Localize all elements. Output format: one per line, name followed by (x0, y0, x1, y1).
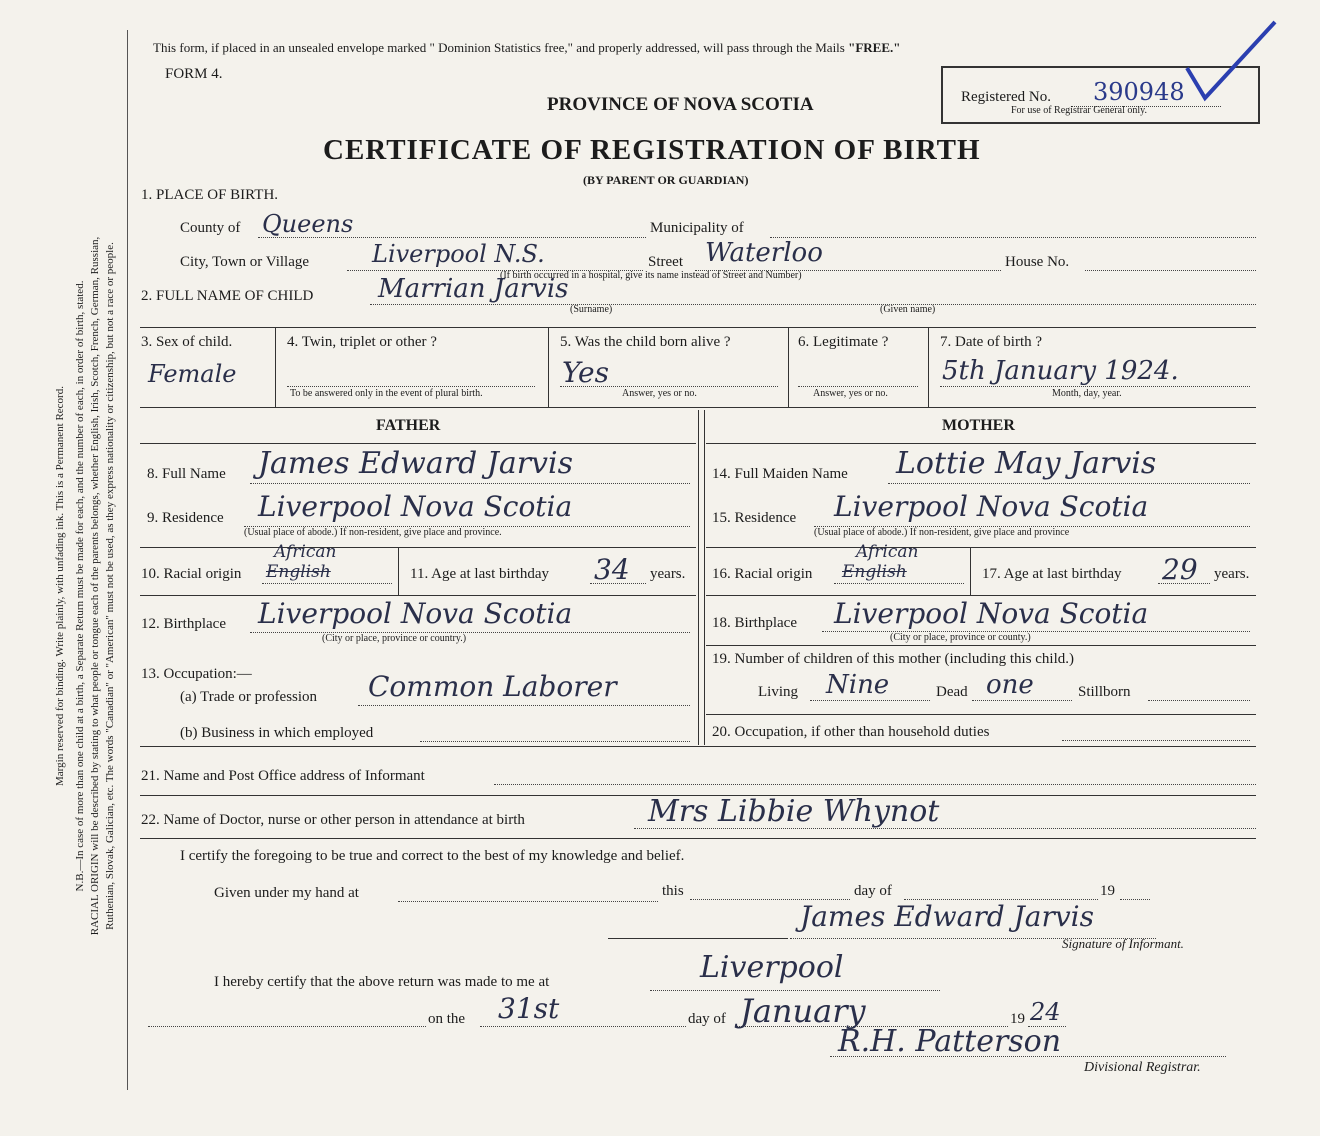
page-title: CERTIFICATE OF REGISTRATION OF BIRTH (323, 134, 981, 166)
mail-notice: This form, if placed in an unsealed envelope marked " Dominion Statistics free," and properly addressed, will pass through the Mails "FREE." (153, 40, 901, 55)
father-residence-note: (Usual place of abode.) If non-resident, give place and province. (244, 527, 502, 538)
sex-label: 3. Sex of child. (141, 334, 233, 350)
legitimate-note: Answer, yes or no. (813, 388, 888, 399)
informant-signature: James Edward Jarvis (800, 900, 1094, 933)
page-subtitle: (BY PARENT OR GUARDIAN) (583, 173, 749, 187)
form-number: FORM 4. (165, 66, 223, 82)
municipality-label: Municipality of (650, 220, 744, 236)
father-name-value: James Edward Jarvis (258, 446, 573, 481)
registered-label: Registered No. (961, 89, 1051, 105)
city-label: City, Town or Village (180, 254, 310, 270)
father-race-correction: African (274, 542, 337, 562)
doctor-value: Mrs Libbie Whynot (648, 794, 940, 829)
given-name-note: (Given name) (880, 304, 936, 315)
living-value: Nine (826, 670, 890, 700)
city-value: Liverpool N.S. (372, 240, 545, 268)
mother-occupation-label: 20. Occupation, if other than household duties (712, 724, 990, 740)
father-birthplace-value: Liverpool Nova Scotia (258, 597, 573, 630)
blue-checkmark-icon (1185, 18, 1280, 108)
father-name-label: 8. Full Name (147, 466, 226, 482)
registrar-place: Liverpool (700, 950, 844, 985)
dob-note: Month, day, year. (1052, 388, 1122, 399)
year-label: 19 (1010, 1011, 1025, 1027)
house-label: House No. (1005, 254, 1070, 270)
business-label: (b) Business in which employed (180, 725, 374, 741)
mother-age-unit: years. (1214, 566, 1250, 582)
registrar-signature: R.H. Patterson (838, 1024, 1062, 1059)
mother-residence-value: Liverpool Nova Scotia (834, 490, 1149, 523)
alive-label: 5. Was the child born alive ? (560, 334, 731, 350)
father-birthplace-note: (City or place, province or country.) (322, 633, 467, 644)
margin-racial-note: RACIAL ORIGIN will be described by stating to what people or tongue each of the parents belongs, whether English, Irish, Scotch, French, German, Russian, (89, 236, 101, 936)
stillborn-label: Stillborn (1078, 684, 1131, 700)
day-of2-label: day of (688, 1011, 726, 1027)
occupation-label: 13. Occupation:— (141, 666, 252, 682)
province-heading: PROVINCE OF NOVA SCOTIA (547, 94, 814, 115)
year-prefix: 19 (1100, 883, 1115, 899)
street-note: (If birth occurred in a hospital, give its name instead of Street and Number) (500, 270, 802, 281)
father-race-value: English (266, 562, 331, 582)
alive-value: Yes (562, 356, 609, 389)
mother-age-label: 17. Age at last birthday (982, 566, 1122, 582)
father-birthplace-label: 12. Birthplace (141, 616, 226, 632)
doctor-label: 22. Name of Doctor, nurse or other person in attendance at birth (141, 812, 525, 828)
father-age-unit: years. (650, 566, 686, 582)
twin-note: To be answered only in the event of plural birth. (290, 388, 483, 399)
trade-value: Common Laborer (368, 670, 617, 703)
alive-note: Answer, yes or no. (622, 388, 697, 399)
father-heading: FATHER (376, 417, 441, 434)
county-label: County of (180, 220, 241, 236)
father-race-label: 10. Racial origin (141, 566, 242, 582)
year-value: 24 (1030, 998, 1061, 1026)
mother-birthplace-value: Liverpool Nova Scotia (834, 597, 1149, 630)
informant-label: 21. Name and Post Office address of Informant (141, 768, 425, 784)
mother-birthplace-note: (City or place, province or county.) (890, 632, 1031, 643)
father-age-label: 11. Age at last birthday (410, 566, 549, 582)
mother-residence-label: 15. Residence (712, 510, 797, 526)
mother-age-value: 29 (1162, 553, 1198, 586)
street-value: Waterloo (705, 238, 823, 268)
living-label: Living (758, 684, 798, 700)
mother-residence-note: (Usual place of abode.) If non-resident, give place and province (814, 527, 1070, 538)
father-residence-value: Liverpool Nova Scotia (258, 490, 573, 523)
legitimate-label: 6. Legitimate ? (798, 334, 889, 350)
surname-note: (Surname) (570, 304, 613, 315)
mother-birthplace-label: 18. Birthplace (712, 615, 797, 631)
given-under-label: Given under my hand at (214, 885, 359, 901)
dob-label: 7. Date of birth ? (940, 334, 1043, 350)
certify-statement: I certify the foregoing to be true and correct to the best of my knowledge and belief. (180, 848, 685, 864)
mother-race-correction: African (856, 542, 919, 562)
margin-rule (127, 30, 128, 1090)
father-residence-label: 9. Residence (147, 510, 224, 526)
on-the-label: on the (428, 1011, 466, 1027)
margin-racial-note-2: Ruthenian, Slovak, Galician, etc. The words "Canadian" or "American" must not be used, as they express nationality or citizenship, but not a race or people. (104, 242, 116, 930)
twin-label: 4. Twin, triplet or other ? (287, 334, 437, 350)
mother-name-value: Lottie May Jarvis (896, 446, 1157, 481)
this-label: this (662, 883, 684, 899)
dob-value: 5th January 1924. (942, 356, 1179, 386)
mother-race-label: 16. Racial origin (712, 566, 813, 582)
registrar-statement: I hereby certify that the above return was made to me at (214, 974, 550, 990)
mother-heading: MOTHER (942, 417, 1015, 434)
child-name-value: Marrian Jarvis (378, 274, 569, 304)
county-value: Queens (262, 210, 354, 238)
father-age-value: 34 (594, 553, 630, 586)
on-the-value: 31st (498, 992, 560, 1025)
dead-label: Dead (936, 684, 968, 700)
signature-label: Signature of Informant. (1062, 936, 1184, 951)
mother-race-value: English (842, 562, 907, 582)
month-value: January (740, 992, 866, 1030)
children-count-label: 19. Number of children of this mother (including this child.) (712, 651, 1075, 667)
day-of-label: day of (854, 883, 892, 899)
mother-name-label: 14. Full Maiden Name (712, 466, 848, 482)
margin-binding-note: Margin reserved for binding. Write plainly, with unfading ink. This is a Permanent Record. (54, 386, 66, 786)
registrar-note: For use of Registrar General only. (1011, 105, 1147, 116)
child-name-label: 2. FULL NAME OF CHILD (141, 288, 314, 304)
sex-value: Female (148, 360, 237, 388)
street-label: Street (648, 254, 683, 270)
dead-value: one (986, 670, 1034, 700)
margin-nb-note: N.B.—In case of more than one child at a birth, a Separate Return must be made for each, and the number of each, in order of birth, stated. (74, 280, 86, 892)
place-heading: 1. PLACE OF BIRTH. (141, 187, 279, 203)
registered-number: 390948 (1093, 78, 1185, 106)
trade-label: (a) Trade or profession (180, 689, 318, 705)
registrar-title: Divisional Registrar. (1084, 1060, 1201, 1075)
